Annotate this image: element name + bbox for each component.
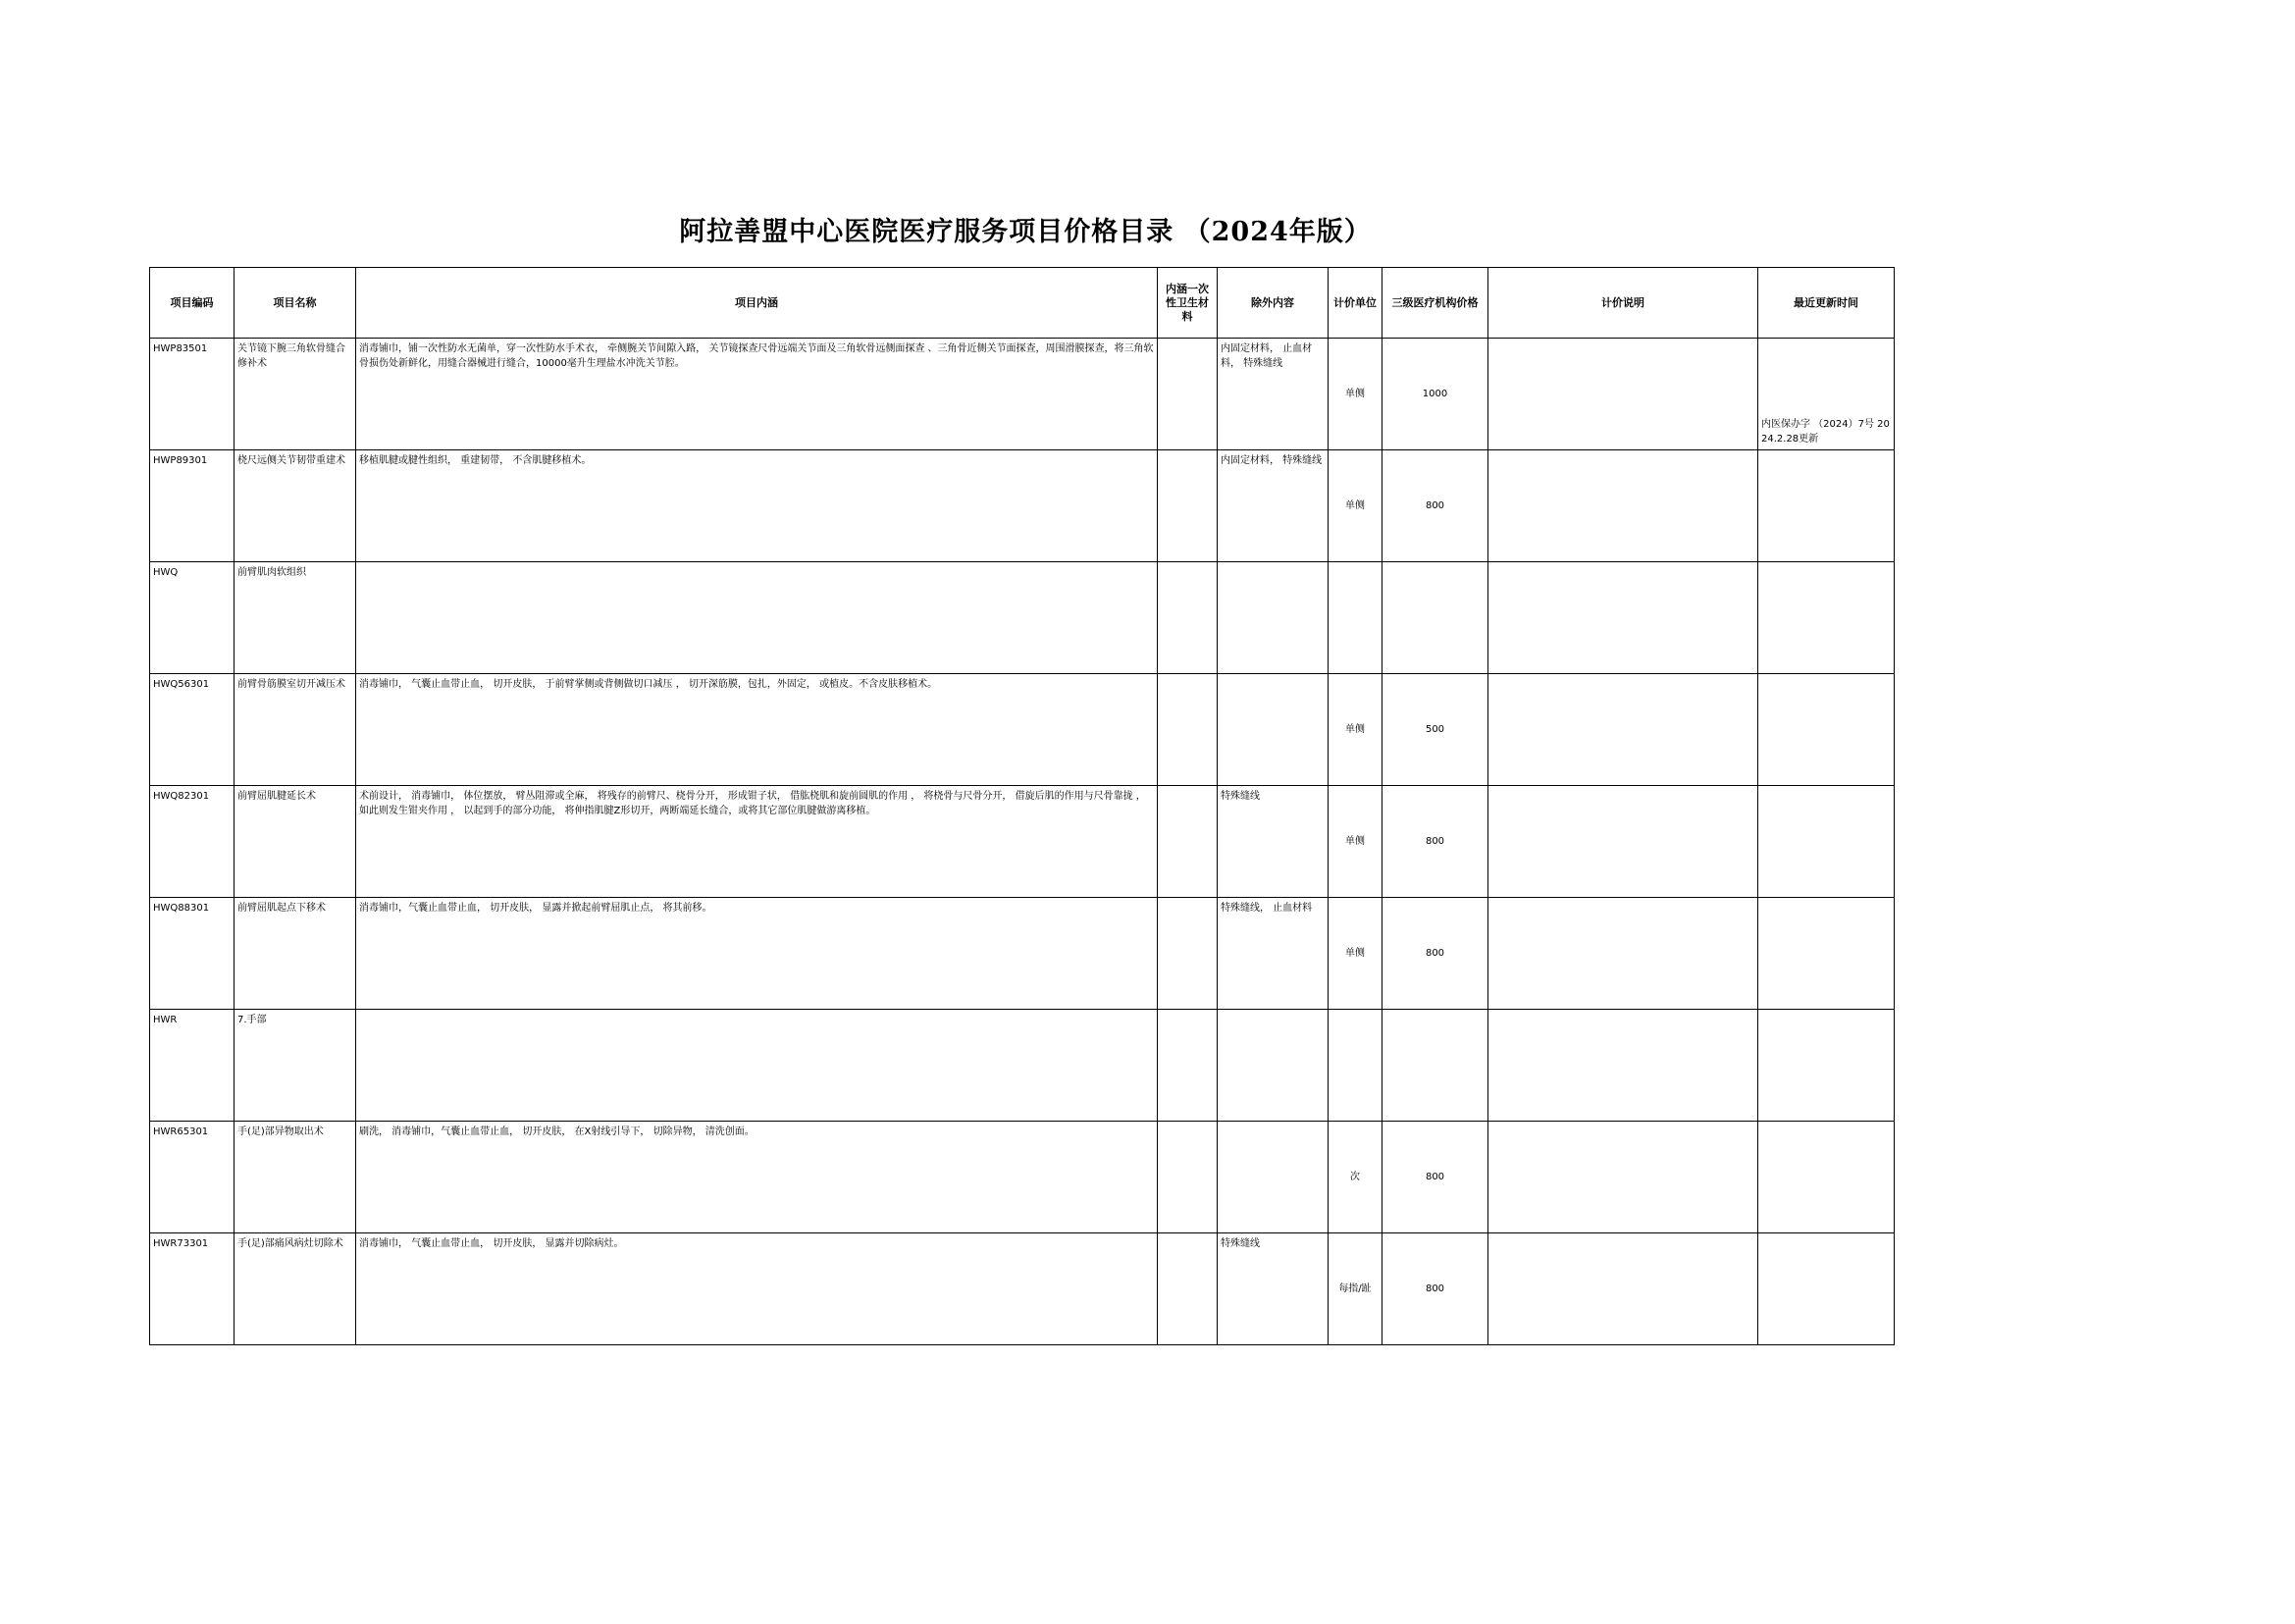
cell-content: 移植肌腱或腱性组织， 重建韧带， 不含肌腱移植术。 <box>356 450 1158 562</box>
cell-unit: 单侧 <box>1329 786 1382 898</box>
cell-content <box>356 562 1158 674</box>
cell-code: HWQ56301 <box>150 674 235 786</box>
table-row <box>150 1010 1895 1122</box>
cell-content: 消毒铺巾， 气囊止血带止血， 切开皮肤， 于前臂掌侧或背侧做切口减压 ， 切开深筋膜，包扎，外固定， 或植皮。不含皮肤移植术。 <box>356 674 1158 786</box>
cell-updated <box>1758 1233 1895 1345</box>
cell-unit: 次 <box>1329 1122 1382 1233</box>
table-row <box>150 1233 1895 1345</box>
cell-exclusion: 特殊缝线 <box>1218 1233 1329 1345</box>
cell-code: HWP89301 <box>150 450 235 562</box>
table-row <box>150 786 1895 898</box>
cell-note <box>1488 786 1758 898</box>
cell-name: 手(足)部异物取出术 <box>235 1122 356 1233</box>
cell-content: 消毒铺巾， 气囊止血带止血， 切开皮肤， 显露并切除病灶。 <box>356 1233 1158 1345</box>
cell-consumables <box>1158 339 1218 450</box>
cell-name: 前臂屈肌腱延长术 <box>235 786 356 898</box>
cell-content <box>356 1010 1158 1122</box>
cell-updated: 内医保办字 （2024）7号 2024.2.28更新 <box>1758 339 1895 450</box>
table-row <box>150 1122 1895 1233</box>
header-content: 项目内涵 <box>356 268 1158 339</box>
cell-exclusion: 内固定材料， 特殊缝线 <box>1218 450 1329 562</box>
cell-name: 关节镜下腕三角软骨缝合修补术 <box>235 339 356 450</box>
cell-consumables <box>1158 1233 1218 1345</box>
cell-exclusion: 特殊缝线 <box>1218 786 1329 898</box>
table-row <box>150 674 1895 786</box>
cell-updated <box>1758 450 1895 562</box>
cell-exclusion <box>1218 562 1329 674</box>
cell-name: 前臂肌肉软组织 <box>235 562 356 674</box>
header-name: 项目名称 <box>235 268 356 339</box>
cell-note <box>1488 1010 1758 1122</box>
cell-updated <box>1758 898 1895 1010</box>
cell-note <box>1488 562 1758 674</box>
cell-price: 800 <box>1382 898 1488 1010</box>
cell-content: 刷洗， 消毒铺巾，气囊止血带止血， 切开皮肤， 在X射线引导下， 切除异物， 清洗创面。 <box>356 1122 1158 1233</box>
cell-code: HWP83501 <box>150 339 235 450</box>
header-note: 计价说明 <box>1488 268 1758 339</box>
cell-unit: 单侧 <box>1329 898 1382 1010</box>
cell-consumables <box>1158 674 1218 786</box>
price-table <box>149 267 1895 1345</box>
cell-price <box>1382 562 1488 674</box>
table-row <box>150 450 1895 562</box>
cell-updated <box>1758 562 1895 674</box>
header-exclusion: 除外内容 <box>1218 268 1329 339</box>
header-code: 项目编码 <box>150 268 235 339</box>
cell-exclusion <box>1218 1010 1329 1122</box>
header-price: 三级医疗机构价格 <box>1382 268 1488 339</box>
table-row <box>150 562 1895 674</box>
cell-code: HWR73301 <box>150 1233 235 1345</box>
cell-code: HWQ82301 <box>150 786 235 898</box>
cell-price: 1000 <box>1382 339 1488 450</box>
cell-code: HWR <box>150 1010 235 1122</box>
cell-updated <box>1758 1010 1895 1122</box>
cell-name: 7.手部 <box>235 1010 356 1122</box>
cell-price: 800 <box>1382 1122 1488 1233</box>
cell-exclusion <box>1218 1122 1329 1233</box>
cell-price: 800 <box>1382 1233 1488 1345</box>
cell-updated <box>1758 786 1895 898</box>
cell-price: 800 <box>1382 786 1488 898</box>
cell-price <box>1382 1010 1488 1122</box>
cell-exclusion: 特殊缝线， 止血材料 <box>1218 898 1329 1010</box>
cell-note <box>1488 1233 1758 1345</box>
cell-note <box>1488 450 1758 562</box>
cell-consumables <box>1158 562 1218 674</box>
cell-exclusion: 内固定材料， 止血材料， 特殊缝线 <box>1218 339 1329 450</box>
cell-unit: 单侧 <box>1329 339 1382 450</box>
cell-unit: 单侧 <box>1329 450 1382 562</box>
page-title: 阿拉善盟中心医院医疗服务项目价格目录 （2024年版） <box>679 217 1372 247</box>
cell-unit <box>1329 562 1382 674</box>
cell-note <box>1488 674 1758 786</box>
cell-updated <box>1758 674 1895 786</box>
header-consumables: 内涵一次性卫生材料 <box>1158 268 1218 339</box>
cell-code: HWR65301 <box>150 1122 235 1233</box>
cell-consumables <box>1158 450 1218 562</box>
cell-consumables <box>1158 1010 1218 1122</box>
cell-consumables <box>1158 898 1218 1010</box>
cell-price: 500 <box>1382 674 1488 786</box>
cell-name: 手(足)部痛风病灶切除术 <box>235 1233 356 1345</box>
cell-note <box>1488 898 1758 1010</box>
cell-updated <box>1758 1122 1895 1233</box>
table-row <box>150 339 1895 450</box>
cell-exclusion <box>1218 674 1329 786</box>
cell-code: HWQ <box>150 562 235 674</box>
header-updated: 最近更新时间 <box>1758 268 1895 339</box>
cell-note <box>1488 1122 1758 1233</box>
header-row <box>150 268 1895 339</box>
cell-content: 消毒铺巾，铺一次性防水无菌单，穿一次性防水手术衣， 牵侧腕关节间隙入路， 关节镜探查尺骨远端关节面及三角软骨远侧面探查 、三角骨近侧关节面探查，周围滑膜探查，将三角软骨损伤处新鲜化，用缝合器械进行缝合，10000毫升生理盐水冲洗关节腔。 <box>356 339 1158 450</box>
cell-price: 800 <box>1382 450 1488 562</box>
cell-consumables <box>1158 786 1218 898</box>
cell-content: 术前设计， 消毒铺巾， 体位摆放， 臂丛阻滞或全麻， 将残存的前臂尺、桡骨分开， 形成钳子状， 借肱桡肌和旋前圆肌的作用 ， 将桡骨与尺骨分开， 借旋后肌的作用与尺骨靠拢 ， 如此则发生钳夹作用 ， 以起到手的部分功能， 将伸指肌腱Z形切开，两断端延长缝合，或将其它部位肌腱做游离移植。 <box>356 786 1158 898</box>
cell-name: 桡尺远侧关节韧带重建术 <box>235 450 356 562</box>
cell-name: 前臂骨筋膜室切开减压术 <box>235 674 356 786</box>
cell-unit: 单侧 <box>1329 674 1382 786</box>
cell-unit: 每指/趾 <box>1329 1233 1382 1345</box>
cell-consumables <box>1158 1122 1218 1233</box>
header-unit: 计价单位 <box>1329 268 1382 339</box>
cell-note <box>1488 339 1758 450</box>
cell-unit <box>1329 1010 1382 1122</box>
table-row <box>150 898 1895 1010</box>
cell-content: 消毒铺巾，气囊止血带止血， 切开皮肤， 显露并掀起前臂屈肌止点， 将其前移。 <box>356 898 1158 1010</box>
cell-name: 前臂屈肌起点下移术 <box>235 898 356 1010</box>
cell-code: HWQ88301 <box>150 898 235 1010</box>
